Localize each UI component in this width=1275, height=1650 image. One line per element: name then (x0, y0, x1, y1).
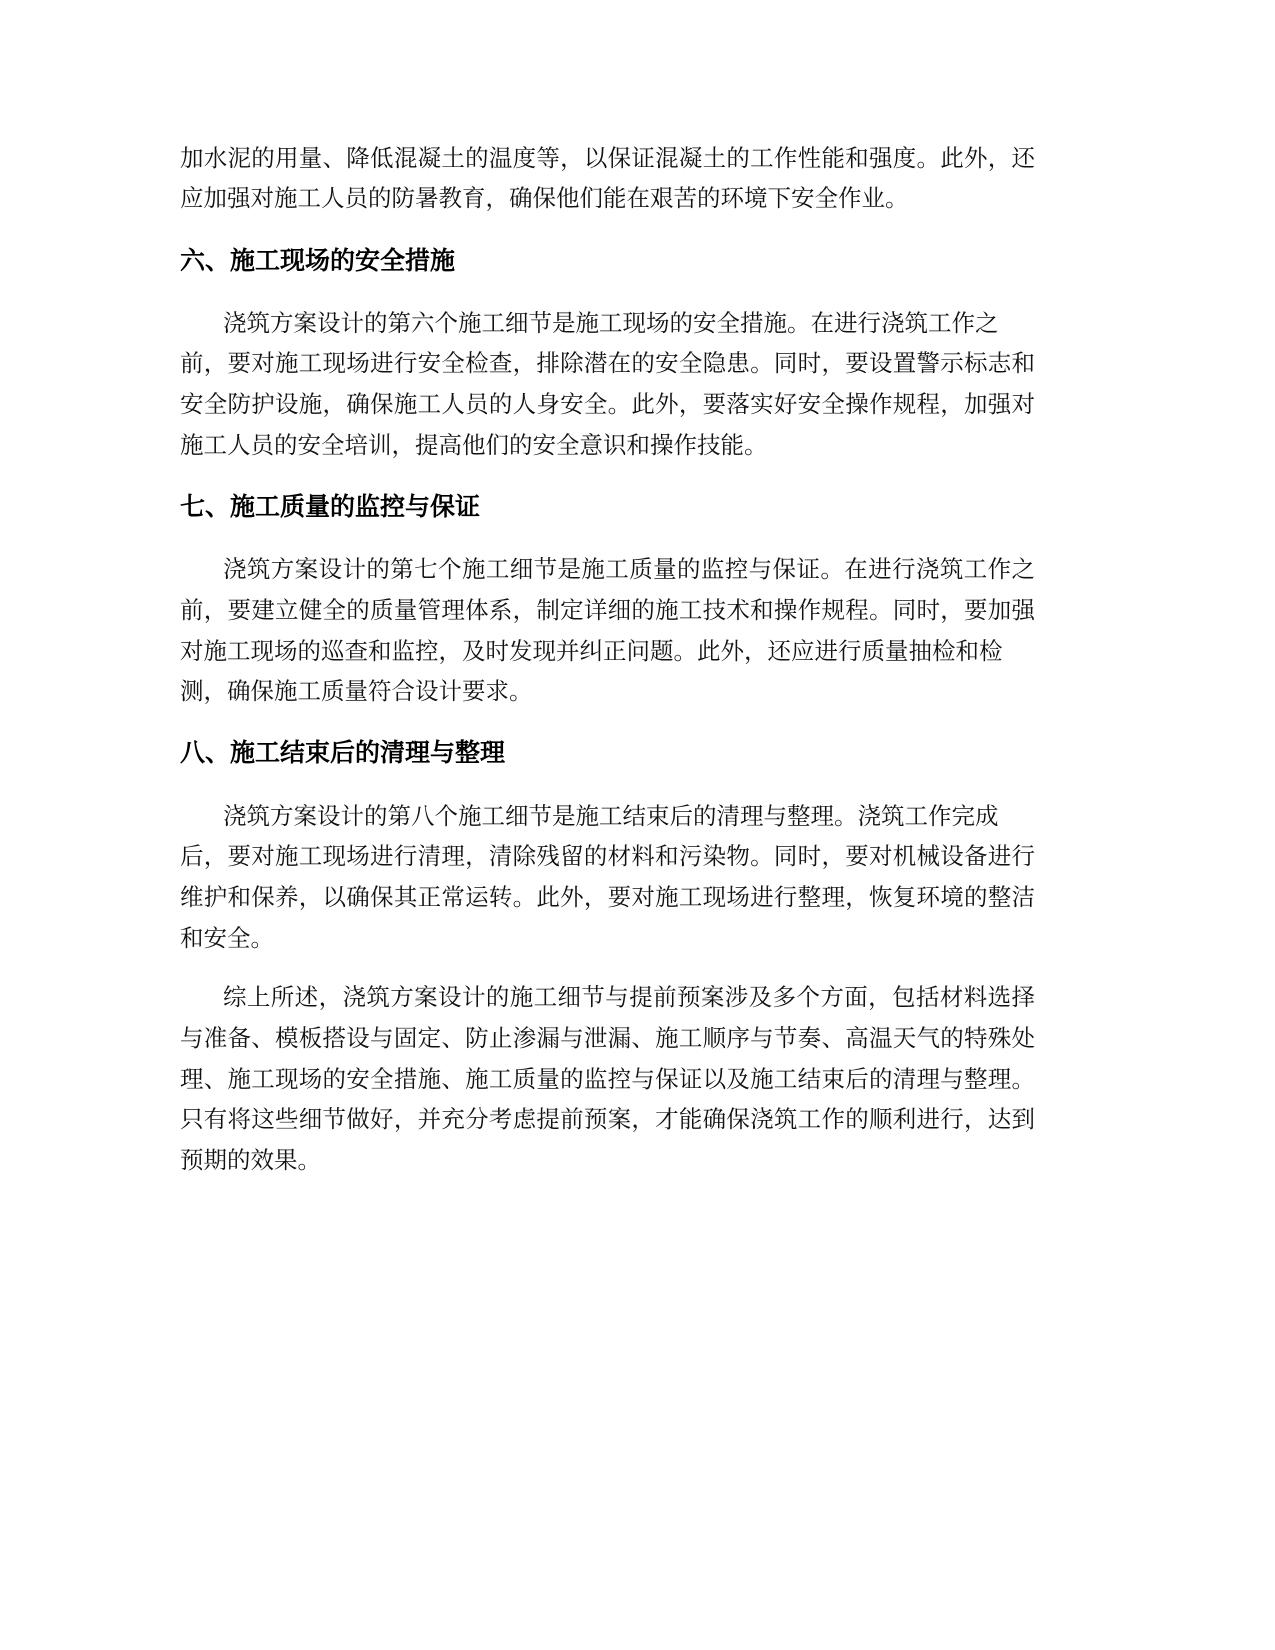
paragraph-line: 综上所述，浇筑方案设计的施工细节与提前预案涉及多个方面，包括材料选择 (223, 983, 1035, 1012)
conclusion-paragraph (180, 977, 1035, 1180)
paragraph-line: 应加强对施工人员的防暑教育，确保他们能在艰苦的环境下安全作业。 (180, 184, 909, 213)
paragraph-line: 与准备、模板搭设与固定、防止渗漏与泄漏、施工顺序与节奏、高温天气的特殊处 (180, 1024, 1035, 1053)
paragraph-line: 施工人员的安全培训，提高他们的安全意识和操作技能。 (180, 430, 768, 459)
paragraph-line: 浇筑方案设计的第七个施工细节是施工质量的监控与保证。在进行浇筑工作之 (223, 555, 1035, 584)
paragraph-line: 后，要对施工现场进行清理，清除残留的材料和污染物。同时，要对机械设备进行 (180, 842, 1035, 871)
paragraph-line: 和安全。 (180, 923, 274, 952)
section-heading-8: 八、施工结束后的清理与整理 (180, 738, 506, 768)
section-heading-6: 六、施工现场的安全措施 (180, 245, 456, 275)
paragraph-line: 维护和保养，以确保其正常运转。此外，要对施工现场进行整理，恢复环境的整洁 (180, 883, 1035, 911)
paragraph-line: 前，要对施工现场进行安全检查，排除潜在的安全隐患。同时，要设置警示标志和 (180, 349, 1035, 378)
paragraph-line: 浇筑方案设计的第六个施工细节是施工现场的安全措施。在进行浇筑工作之 (223, 308, 999, 337)
section-paragraph-8 (180, 796, 1035, 959)
paragraph-line: 安全防护设施，确保施工人员的人身安全。此外，要落实好安全操作规程，加强对 (180, 390, 1035, 419)
paragraph-line: 预期的效果。 (180, 1146, 321, 1175)
section-paragraph-7 (180, 549, 1035, 712)
paragraph-line: 加水泥的用量、降低混凝土的温度等，以保证混凝土的工作性能和强度。此外，还 (180, 143, 1035, 172)
document-body (180, 138, 1035, 1181)
paragraph-line: 理、施工现场的安全措施、施工质量的监控与保证以及施工结束后的清理与整理。 (180, 1064, 1035, 1093)
intro-paragraph (180, 138, 1035, 219)
paragraph-line: 浇筑方案设计的第八个施工细节是施工结束后的清理与整理。浇筑工作完成 (223, 801, 999, 830)
section-paragraph-6 (180, 303, 1035, 466)
paragraph-line: 前，要建立健全的质量管理体系，制定详细的施工技术和操作规程。同时，要加强 (180, 595, 1035, 624)
paragraph-line: 只有将这些细节做好，并充分考虑提前预案，才能确保浇筑工作的顺利进行，达到 (180, 1105, 1035, 1134)
paragraph-line: 对施工现场的巡查和监控，及时发现并纠正问题。此外，还应进行质量抽检和检 (180, 636, 1003, 665)
paragraph-line: 测，确保施工质量符合设计要求。 (180, 677, 533, 706)
section-heading-7: 七、施工质量的监控与保证 (180, 491, 481, 521)
